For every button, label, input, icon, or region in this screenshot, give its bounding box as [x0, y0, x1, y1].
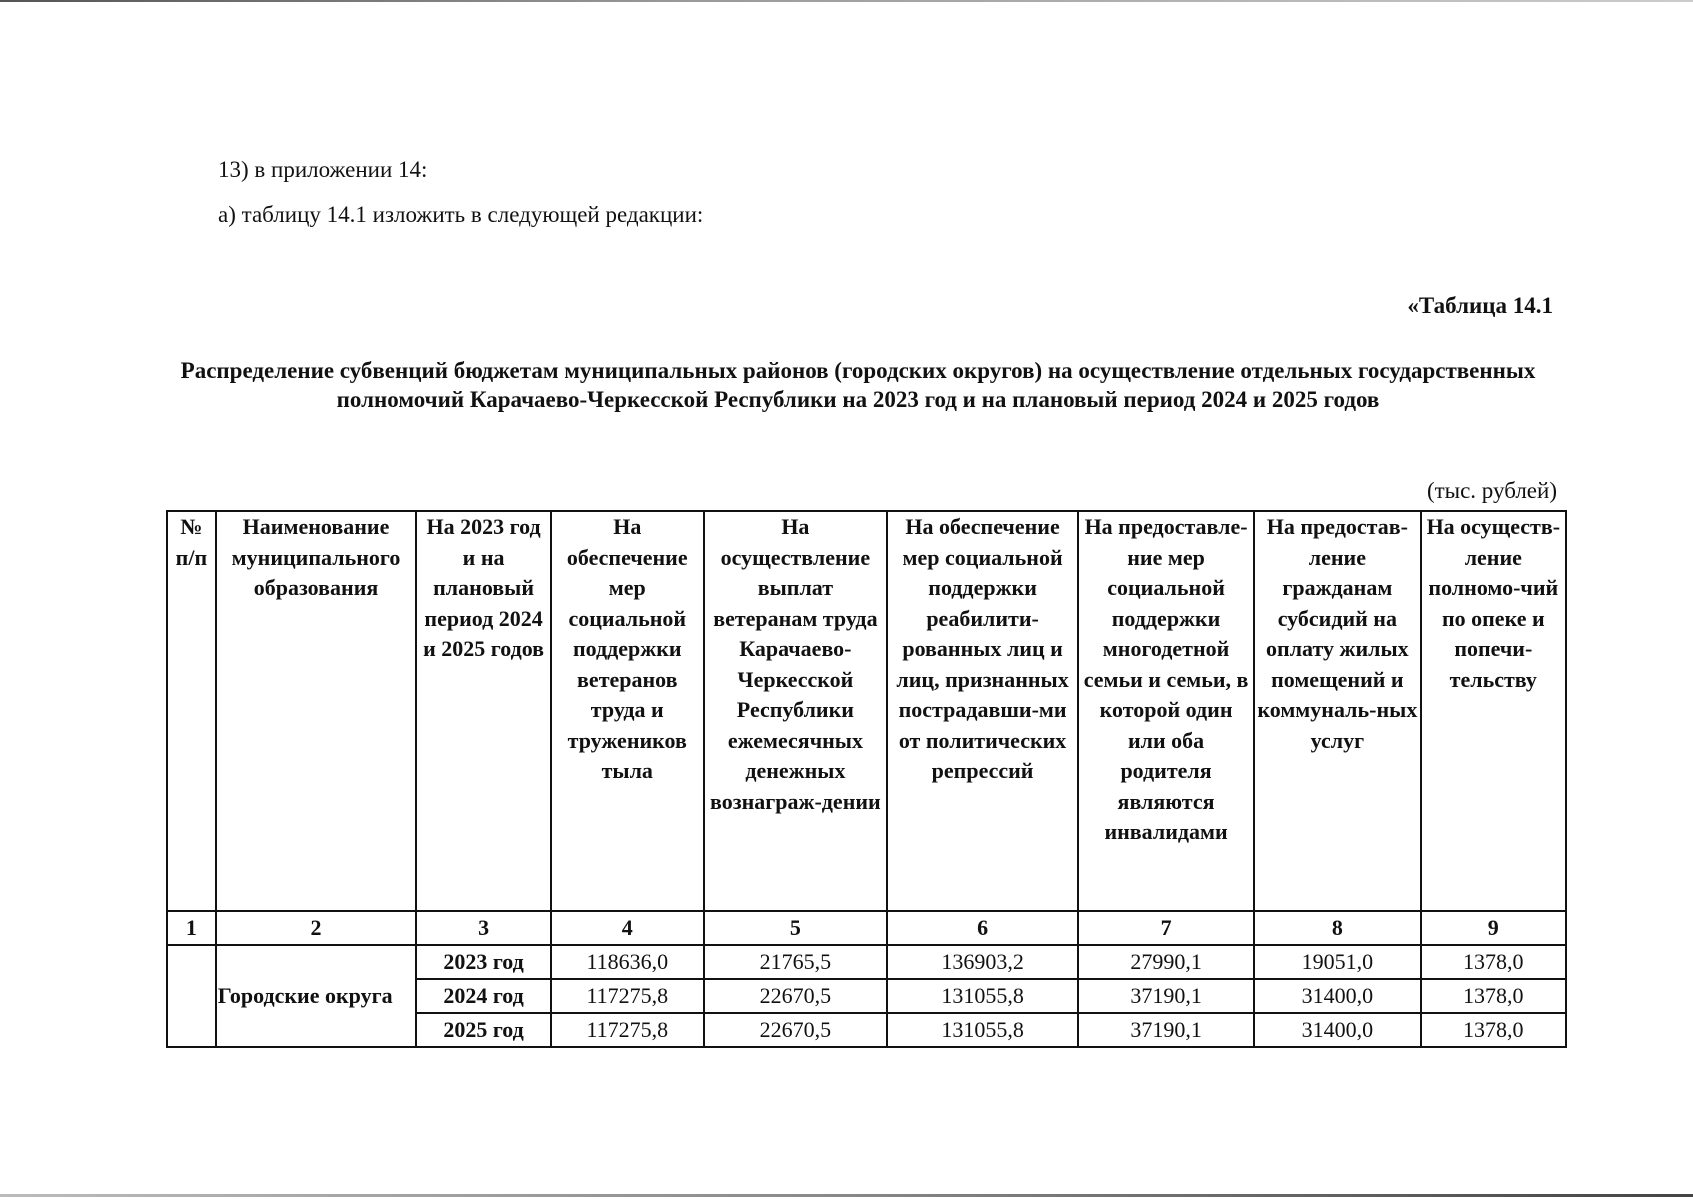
header-rehabilitated: На обеспечение мер социальной поддержки реабилити-рованных лиц и лиц, признанных пострадавши-ми от политических репрессий — [887, 511, 1078, 911]
column-number: 9 — [1421, 911, 1566, 945]
column-number: 4 — [551, 911, 704, 945]
value-cell: 22670,5 — [704, 1013, 887, 1047]
header-num: № п/п — [167, 511, 216, 911]
year-cell: 2025 год — [416, 1013, 551, 1047]
value-cell: 1378,0 — [1421, 1013, 1566, 1047]
value-cell: 117275,8 — [551, 1013, 704, 1047]
value-cell: 27990,1 — [1078, 945, 1254, 979]
value-cell: 118636,0 — [551, 945, 704, 979]
value-cell: 31400,0 — [1254, 1013, 1421, 1047]
row-number-cell — [167, 945, 216, 1047]
header-period: На 2023 год и на плановый период 2024 и 2025 годов — [416, 511, 551, 911]
header-municipality: Наименование муниципального образования — [216, 511, 416, 911]
unit-label: (тыс. рублей) — [1426, 478, 1557, 503]
value-cell: 131055,8 — [887, 1013, 1078, 1047]
table-label: «Таблица 14.1 — [1407, 293, 1553, 318]
column-number: 6 — [887, 911, 1078, 945]
column-number: 3 — [416, 911, 551, 945]
value-cell: 37190,1 — [1078, 1013, 1254, 1047]
value-cell: 136903,2 — [887, 945, 1078, 979]
value-cell: 19051,0 — [1254, 945, 1421, 979]
intro-line-2: а) таблицу 14.1 изложить в следующей редакции: — [218, 202, 704, 227]
header-guardianship: На осуществ-ление полномо-чий по опеке и попечи-тельству — [1421, 511, 1566, 911]
value-cell: 1378,0 — [1421, 945, 1566, 979]
value-cell: 37190,1 — [1078, 979, 1254, 1013]
year-cell: 2023 год — [416, 945, 551, 979]
year-cell: 2024 год — [416, 979, 551, 1013]
header-housing-subsidies: На предостав-ление гражданам субсидий на оплату жилых помещений и коммуналь-ных услуг — [1254, 511, 1421, 911]
scan-edge-top — [0, 0, 1693, 2]
value-cell: 117275,8 — [551, 979, 704, 1013]
header-row — [167, 511, 1566, 911]
value-cell: 31400,0 — [1254, 979, 1421, 1013]
column-number-row — [167, 911, 1566, 945]
value-cell: 1378,0 — [1421, 979, 1566, 1013]
scan-edge-bottom — [0, 1194, 1693, 1197]
subvention-table — [166, 510, 1567, 1048]
table-title: Распределение субвенций бюджетам муниципальных районов (городских округов) на осуществление отдельных государственных полномочий Карачаево-Черкесской Республики на 2023 год и на плановый период 2024 и 2025 годов — [180, 358, 1536, 412]
column-number: 1 — [167, 911, 216, 945]
column-number: 5 — [704, 911, 887, 945]
value-cell: 21765,5 — [704, 945, 887, 979]
value-cell: 22670,5 — [704, 979, 887, 1013]
region-name: Городские округа — [216, 945, 416, 1047]
header-veterans-payments: На осуществление выплат ветеранам труда Карачаево-Черкесской Республики ежемесячных денежных вознаграж-дении — [704, 511, 887, 911]
column-number: 2 — [216, 911, 416, 945]
column-number: 7 — [1078, 911, 1254, 945]
header-veterans-support: На обеспечение мер социальной поддержки ветеранов труда и тружеников тыла — [551, 511, 704, 911]
intro-line-1: 13) в приложении 14: — [218, 157, 428, 182]
value-cell: 131055,8 — [887, 979, 1078, 1013]
table-row — [167, 945, 1566, 979]
column-number: 8 — [1254, 911, 1421, 945]
header-large-families: На предоставле-ние мер социальной поддержки многодетной семьи и семьи, в которой один или оба родителя являются инвалидами — [1078, 511, 1254, 911]
